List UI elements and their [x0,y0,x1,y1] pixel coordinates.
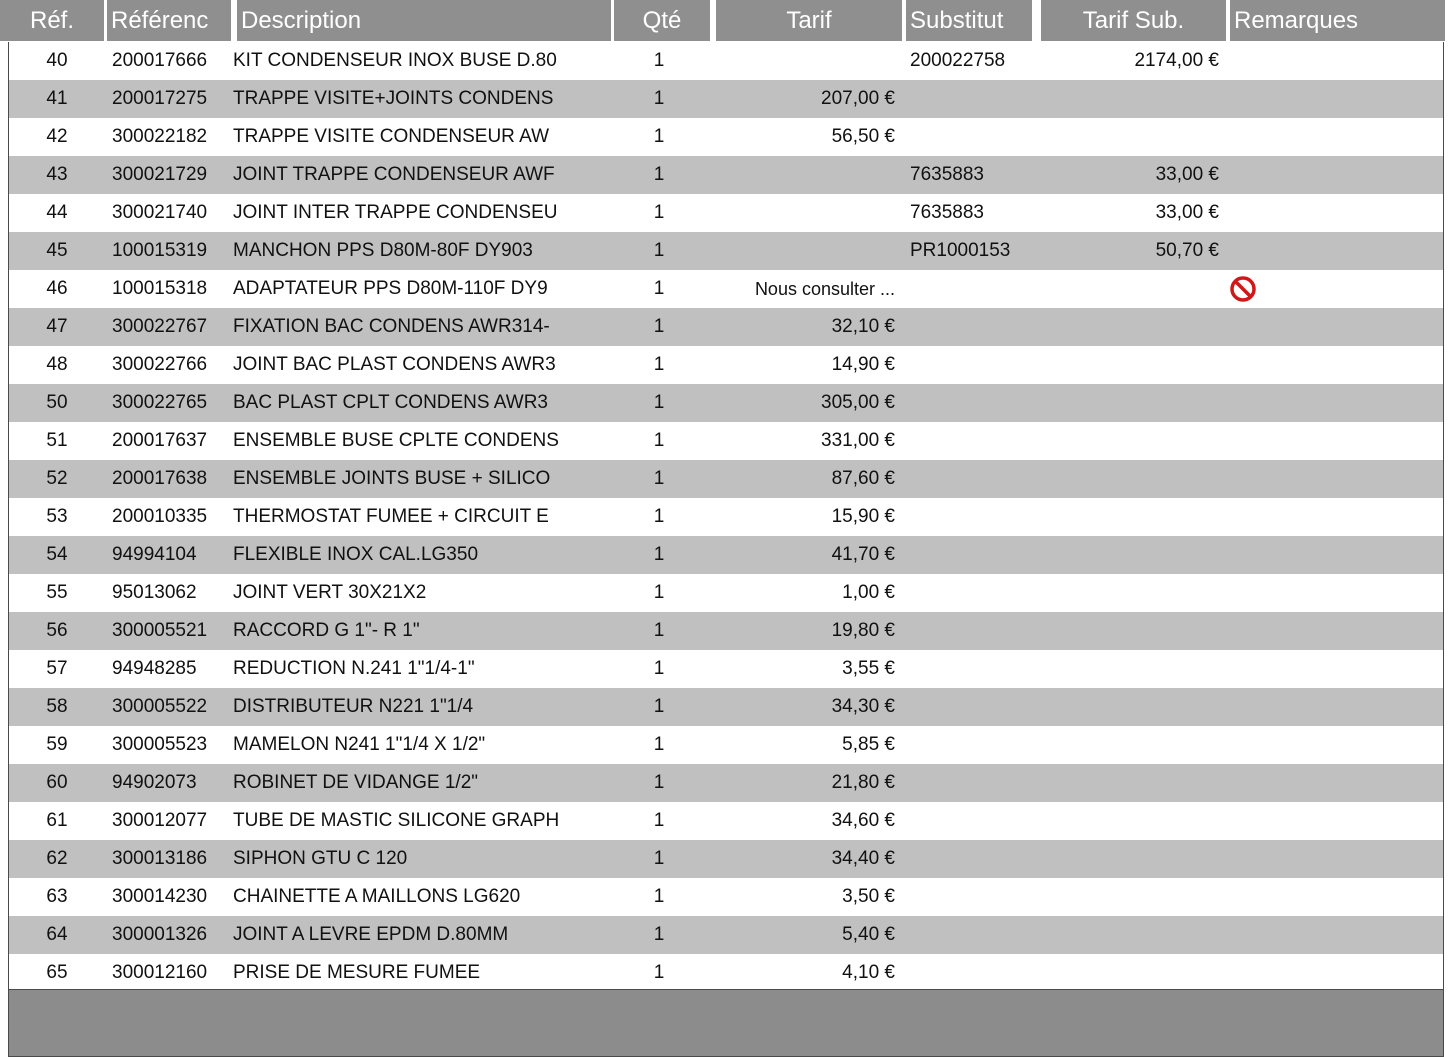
tarif-sub-cell: 33,00 € [1155,164,1219,185]
substitut-cell [910,346,1040,384]
table-row[interactable] [9,118,1443,156]
description-cell: ROBINET DE VIDANGE 1/2" [233,772,479,793]
qty-cell: 1 [653,126,665,147]
qty-cell: 1 [653,544,665,565]
reference-cell: 300022767 [112,316,208,337]
substitut-cell [910,270,1040,308]
description-cell: THERMOSTAT FUMEE + CIRCUIT E [233,506,549,527]
substitut-cell [910,422,1040,460]
reference-cell: 94902073 [112,772,197,793]
reference-cell: 94994104 [112,544,197,565]
substitut-cell [910,536,1040,574]
remarks-cell [1229,536,1289,574]
tarif-sub-cell [1049,536,1223,574]
tarif-cell: 21,80 € [831,772,895,793]
tarif-sub-cell [1049,498,1223,536]
qty-cell: 1 [653,316,665,337]
reference-cell: 300005521 [112,620,208,641]
ref-cell: 61 [46,810,68,831]
remarks-cell [1229,422,1289,460]
ref-cell: 53 [46,506,68,527]
substitut-cell [910,612,1040,650]
reference-cell: 200017666 [112,50,208,71]
reference-cell: 300013186 [112,848,208,869]
tarif-sub-cell [1049,764,1223,802]
reference-cell: 200017637 [112,430,208,451]
remarks-cell [1229,878,1289,916]
reference-cell: 300022182 [112,126,208,147]
description-cell: MANCHON PPS D80M-80F DY903 [233,240,533,261]
tarif-cell: 41,70 € [831,544,895,565]
description-cell: DISTRIBUTEUR N221 1"1/4 [233,696,474,717]
header-tarif-sub[interactable]: Tarif Sub. [1041,0,1226,41]
reference-cell: 94948285 [112,658,197,679]
qty-cell: 1 [653,240,665,261]
table-row[interactable] [9,802,1443,840]
qty-cell: 1 [653,50,665,71]
ref-cell: 65 [46,962,68,983]
tarif-cell: 4,10 € [842,962,895,983]
description-cell: FIXATION BAC CONDENS AWR314- [233,316,550,337]
table-row[interactable] [9,726,1443,764]
remarks-cell [1229,612,1289,650]
ref-cell: 52 [46,468,68,489]
substitut-cell: PR1000153 [910,240,1011,261]
description-cell: FLEXIBLE INOX CAL.LG350 [233,544,479,565]
tarif-cell: 87,60 € [831,468,895,489]
table-row[interactable] [9,840,1443,878]
substitut-cell [910,954,1040,992]
qty-cell: 1 [653,962,665,983]
description-cell: JOINT INTER TRAPPE CONDENSEU [233,202,558,223]
qty-cell: 1 [653,848,665,869]
tarif-cell: 34,30 € [831,696,895,717]
ref-cell: 41 [46,88,68,109]
qty-cell: 1 [653,810,665,831]
remarks-cell [1229,460,1289,498]
table-row[interactable] [9,916,1443,954]
tarif-cell [709,156,899,194]
reference-cell: 300001326 [112,924,208,945]
table-row[interactable] [9,422,1443,460]
ref-cell: 64 [46,924,68,945]
qty-cell: 1 [653,734,665,755]
ref-cell: 55 [46,582,68,603]
tarif-cell [709,194,899,232]
tarif-cell: 1,00 € [842,582,895,603]
tarif-sub-cell [1049,80,1223,118]
tarif-cell [709,42,899,80]
qty-cell: 1 [653,468,665,489]
table-row[interactable] [9,384,1443,422]
substitut-cell [910,764,1040,802]
substitut-cell [910,80,1040,118]
table-row[interactable] [9,232,1443,270]
tarif-cell: 3,50 € [842,886,895,907]
reference-cell: 95013062 [112,582,197,603]
qty-cell: 1 [653,392,665,413]
remarks-cell [1229,118,1289,156]
tarif-cell: 207,00 € [821,88,895,109]
substitut-cell [910,726,1040,764]
qty-cell: 1 [653,164,665,185]
qty-cell: 1 [653,620,665,641]
header-reference[interactable]: Référenc [107,0,231,41]
remarks-cell [1229,954,1289,992]
description-cell: REDUCTION N.241 1"1/4-1" [233,658,475,679]
substitut-cell [910,688,1040,726]
reference-cell: 300012160 [112,962,208,983]
qty-cell: 1 [653,278,665,299]
remarks-cell [1229,194,1289,232]
tarif-sub-cell [1049,916,1223,954]
tarif-cell: 5,40 € [842,924,895,945]
remarks-cell [1229,346,1289,384]
footer-bar [8,989,1444,1057]
prohibited-icon [1229,275,1257,303]
tarif-cell [709,232,899,270]
qty-cell: 1 [653,88,665,109]
ref-cell: 47 [46,316,68,337]
qty-cell: 1 [653,886,665,907]
header-remarques[interactable]: Remarques [1230,0,1445,41]
tarif-cell: 15,90 € [831,506,895,527]
description-cell: MAMELON N241 1"1/4 X 1/2" [233,734,486,755]
ref-cell: 48 [46,354,68,375]
reference-cell: 300014230 [112,886,208,907]
table-row[interactable] [9,194,1443,232]
tarif-sub-cell [1049,954,1223,992]
tarif-sub-cell [1049,574,1223,612]
header-ref[interactable]: Réf. [0,0,104,41]
tarif-sub-cell [1049,422,1223,460]
table-row[interactable] [9,346,1443,384]
substitut-cell [910,802,1040,840]
substitut-cell [910,460,1040,498]
description-cell: RACCORD G 1"- R 1" [233,620,420,641]
remarks-cell [1229,232,1289,270]
remarks-cell [1229,650,1289,688]
ref-cell: 51 [46,430,68,451]
remarks-cell [1229,308,1289,346]
header-tarif[interactable]: Tarif [716,0,902,41]
tarif-sub-cell [1049,612,1223,650]
header-qty[interactable]: Qté [614,0,710,41]
ref-cell: 62 [46,848,68,869]
reference-cell: 100015319 [112,240,208,261]
tarif-sub-cell: 50,70 € [1155,240,1219,261]
table-row[interactable] [9,270,1443,308]
table-row[interactable] [9,688,1443,726]
qty-cell: 1 [653,924,665,945]
tarif-sub-cell [1049,802,1223,840]
tarif-sub-cell: 2174,00 € [1134,50,1219,71]
tarif-sub-cell [1049,726,1223,764]
qty-cell: 1 [653,696,665,717]
reference-cell: 200010335 [112,506,208,527]
reference-cell: 300022765 [112,392,208,413]
tarif-cell: 34,40 € [831,848,895,869]
description-cell: ENSEMBLE JOINTS BUSE + SILICO [233,468,551,489]
table-row[interactable] [9,878,1443,916]
tarif-cell: 305,00 € [821,392,895,413]
qty-cell: 1 [653,582,665,603]
tarif-cell: 19,80 € [831,620,895,641]
tarif-cell: 32,10 € [831,316,895,337]
description-cell: TUBE DE MASTIC SILICONE GRAPH [233,810,560,831]
remarks-cell [1229,270,1289,308]
substitut-cell [910,840,1040,878]
table-row[interactable] [9,308,1443,346]
substitut-cell: 200022758 [910,50,1006,71]
description-cell: JOINT VERT 30X21X2 [233,582,427,603]
ref-cell: 50 [46,392,68,413]
substitut-cell [910,916,1040,954]
table-row[interactable] [9,764,1443,802]
description-cell: JOINT BAC PLAST CONDENS AWR3 [233,354,556,375]
description-cell: TRAPPE VISITE+JOINTS CONDENS [233,88,554,109]
remarks-cell [1229,574,1289,612]
tarif-cell: 34,60 € [831,810,895,831]
remarks-cell [1229,764,1289,802]
reference-cell: 300021740 [112,202,208,223]
substitut-cell [910,118,1040,156]
ref-cell: 56 [46,620,68,641]
ref-cell: 60 [46,772,68,793]
tarif-cell: 14,90 € [831,354,895,375]
tarif-sub-cell [1049,270,1223,308]
ref-cell: 45 [46,240,68,261]
ref-cell: 58 [46,696,68,717]
description-cell: ENSEMBLE BUSE CPLTE CONDENS [233,430,559,451]
table-row[interactable] [9,574,1443,612]
ref-cell: 54 [46,544,68,565]
ref-cell: 42 [46,126,68,147]
ref-cell: 40 [46,50,68,71]
ref-cell: 44 [46,202,68,223]
header-description[interactable]: Description [237,0,611,41]
qty-cell: 1 [653,202,665,223]
tarif-sub-cell [1049,346,1223,384]
remarks-cell [1229,688,1289,726]
substitut-cell [910,498,1040,536]
tarif-sub-cell [1049,308,1223,346]
remarks-cell [1229,80,1289,118]
table-row[interactable] [9,650,1443,688]
table-row[interactable] [9,536,1443,574]
tarif-sub-cell [1049,878,1223,916]
qty-cell: 1 [653,354,665,375]
remarks-cell [1229,384,1289,422]
ref-cell: 63 [46,886,68,907]
qty-cell: 1 [653,658,665,679]
remarks-cell [1229,726,1289,764]
table-row[interactable] [9,460,1443,498]
description-cell: PRISE DE MESURE FUMEE [233,962,481,983]
description-cell: ADAPTATEUR PPS D80M-110F DY9 [233,278,548,299]
description-cell: BAC PLAST CPLT CONDENS AWR3 [233,392,548,413]
table-row[interactable] [9,612,1443,650]
qty-cell: 1 [653,430,665,451]
tarif-cell: 331,00 € [821,430,895,451]
reference-cell: 300021729 [112,164,208,185]
table-row[interactable] [9,498,1443,536]
tarif-cell: Nous consulter ... [754,279,895,299]
substitut-cell [910,308,1040,346]
substitut-cell: 7635883 [910,164,984,185]
table-row[interactable] [9,80,1443,118]
reference-cell: 100015318 [112,278,208,299]
tarif-sub-cell [1049,840,1223,878]
table-row[interactable] [9,42,1443,80]
remarks-cell [1229,156,1289,194]
ref-cell: 46 [46,278,68,299]
description-cell: JOINT A LEVRE EPDM D.80MM [233,924,509,945]
tarif-sub-cell [1049,688,1223,726]
substitut-cell [910,574,1040,612]
tarif-cell: 3,55 € [842,658,895,679]
tarif-sub-cell [1049,460,1223,498]
tarif-sub-cell: 33,00 € [1155,202,1219,223]
reference-cell: 300005522 [112,696,208,717]
tarif-cell: 56,50 € [831,126,895,147]
description-cell: KIT CONDENSEUR INOX BUSE D.80 [233,50,557,71]
tarif-sub-cell [1049,384,1223,422]
ref-cell: 59 [46,734,68,755]
ref-cell: 43 [46,164,68,185]
tarif-sub-cell [1049,118,1223,156]
substitut-cell [910,650,1040,688]
remarks-cell [1229,802,1289,840]
description-cell: SIPHON GTU C 120 [233,848,408,869]
description-cell: CHAINETTE A MAILLONS LG620 [233,886,521,907]
remarks-cell [1229,916,1289,954]
qty-cell: 1 [653,506,665,527]
qty-cell: 1 [653,772,665,793]
substitut-cell: 7635883 [910,202,984,223]
ref-cell: 57 [46,658,68,679]
remarks-cell [1229,498,1289,536]
description-cell: JOINT TRAPPE CONDENSEUR AWF [233,164,555,185]
reference-cell: 200017638 [112,468,208,489]
description-cell: TRAPPE VISITE CONDENSEUR AW [233,126,550,147]
reference-cell: 300022766 [112,354,208,375]
reference-cell: 200017275 [112,88,208,109]
header-substitut[interactable]: Substitut [906,0,1032,41]
remarks-cell [1229,840,1289,878]
reference-cell: 300005523 [112,734,208,755]
substitut-cell [910,384,1040,422]
parts-table [8,42,1444,989]
substitut-cell [910,878,1040,916]
table-row[interactable] [9,156,1443,194]
tarif-cell: 5,85 € [842,734,895,755]
remarks-cell [1229,42,1289,80]
tarif-sub-cell [1049,650,1223,688]
table-header [0,0,1455,42]
reference-cell: 300012077 [112,810,208,831]
table-row[interactable] [9,954,1443,992]
